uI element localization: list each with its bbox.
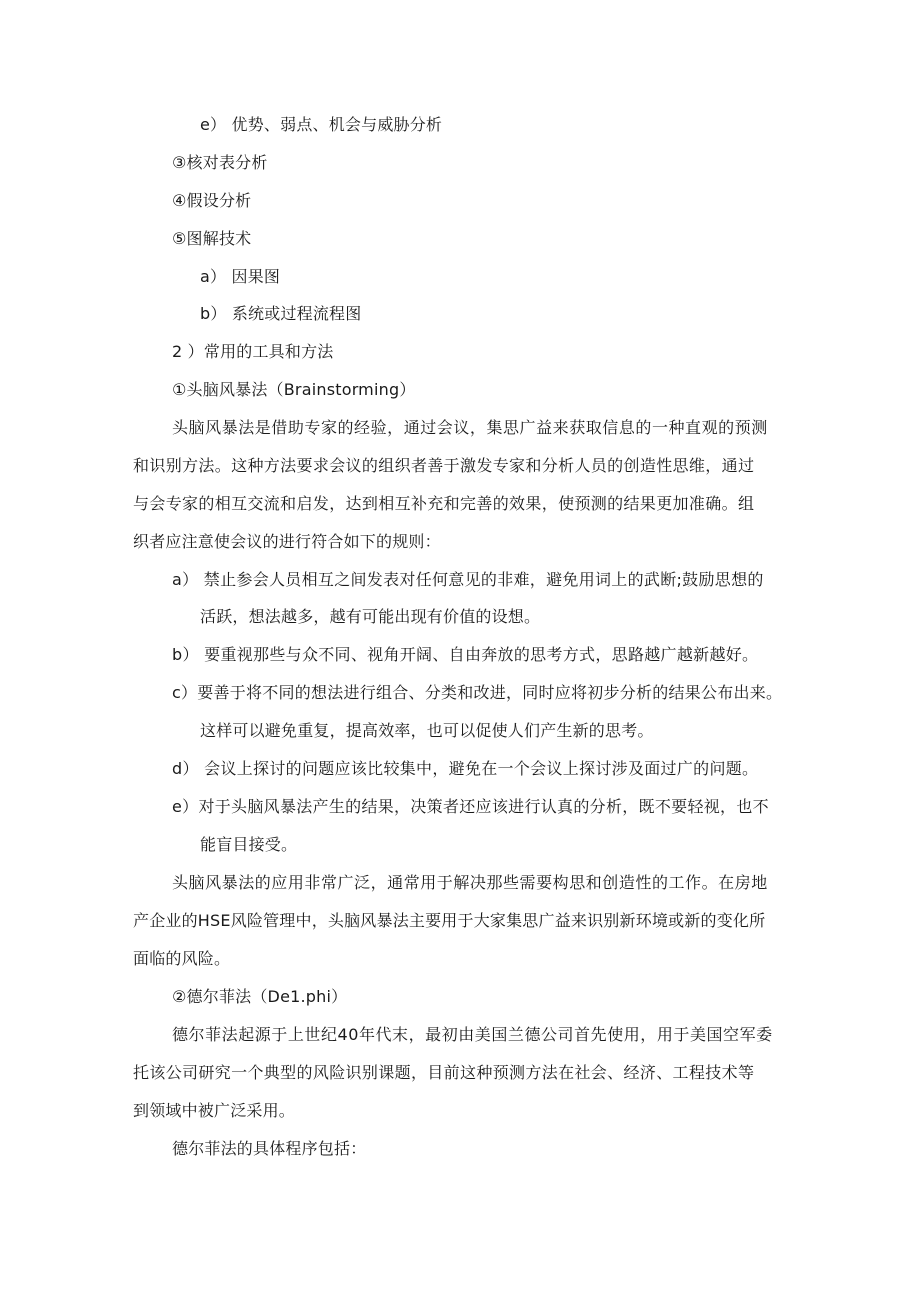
list-item-assumption: ④假设分析 — [172, 191, 252, 210]
paragraph-line: 头脑风暴法的应用非常广泛，通常用于解决那些需要构思和创造性的工作。在房地 — [172, 873, 768, 892]
paragraph-line: 到领域中被广泛采用。 — [133, 1101, 296, 1120]
rule-item-e-continued: 能盲目接受。 — [200, 835, 298, 854]
rule-item-a: a） 禁止参会人员相互之间发表对任何意见的非难，避免用词上的武断;鼓励思想的 — [172, 570, 764, 589]
list-item-diagram: ⑤图解技术 — [172, 229, 252, 248]
paragraph-line: 面临的风险。 — [133, 949, 231, 968]
paragraph-line: 德尔菲法的具体程序包括： — [172, 1139, 367, 1158]
list-item-checklist: ③核对表分析 — [172, 153, 268, 172]
rule-item-c: c）要善于将不同的想法进行组合、分类和改进，同时应将初步分析的结果公布出来。 — [172, 683, 783, 702]
paragraph-line: 托该公司研究一个典型的风险识别课题，目前这种预测方法在社会、经济、工程技术等 — [133, 1063, 755, 1082]
list-item-cause-effect: a） 因果图 — [200, 267, 281, 286]
paragraph-line: 头脑风暴法是借助专家的经验，通过会议，集思广益来获取信息的一种直观的预测 — [172, 418, 768, 437]
list-item-swot: e） 优势、弱点、机会与威胁分析 — [200, 115, 443, 134]
paragraph-line: 织者应注意使会议的进行符合如下的规则： — [133, 532, 441, 551]
rule-item-c-continued: 这样可以避免重复，提高效率，也可以促使人们产生新的思考。 — [200, 721, 654, 740]
rule-item-a-continued: 活跃，想法越多，越有可能出现有价值的设想。 — [200, 607, 541, 626]
list-item-flowchart: b） 系统或过程流程图 — [200, 304, 362, 323]
paragraph-line: 德尔菲法起源于上世纪40年代末，最初由美国兰德公司首先使用，用于美国空军委 — [172, 1025, 773, 1044]
section-heading-tools: 2 ）常用的工具和方法 — [172, 342, 334, 361]
paragraph-line: 产企业的HSE风险管理中，头脑风暴法主要用于大家集思广益来识别新环境或新的变化所 — [133, 911, 766, 930]
rule-item-e: e）对于头脑风暴法产生的结果，决策者还应该进行认真的分析，既不要轻视，也不 — [172, 797, 769, 816]
paragraph-line: 与会专家的相互交流和启发，达到相互补充和完善的效果，使预测的结果更加准确。组 — [133, 494, 755, 513]
rule-item-d: d） 会议上探讨的问题应该比较集中，避免在一个会议上探讨涉及面过广的问题。 — [172, 759, 759, 778]
subheading-delphi: ②德尔菲法（De1.phi） — [172, 987, 348, 1006]
paragraph-line: 和识别方法。这种方法要求会议的组织者善于激发专家和分析人员的创造性思维，通过 — [133, 456, 755, 475]
rule-item-b: b） 要重视那些与众不同、视角开阔、自由奔放的思考方式，思路越广越新越好。 — [172, 645, 759, 664]
subheading-brainstorming: ①头脑风暴法（Brainstorming） — [172, 380, 416, 399]
